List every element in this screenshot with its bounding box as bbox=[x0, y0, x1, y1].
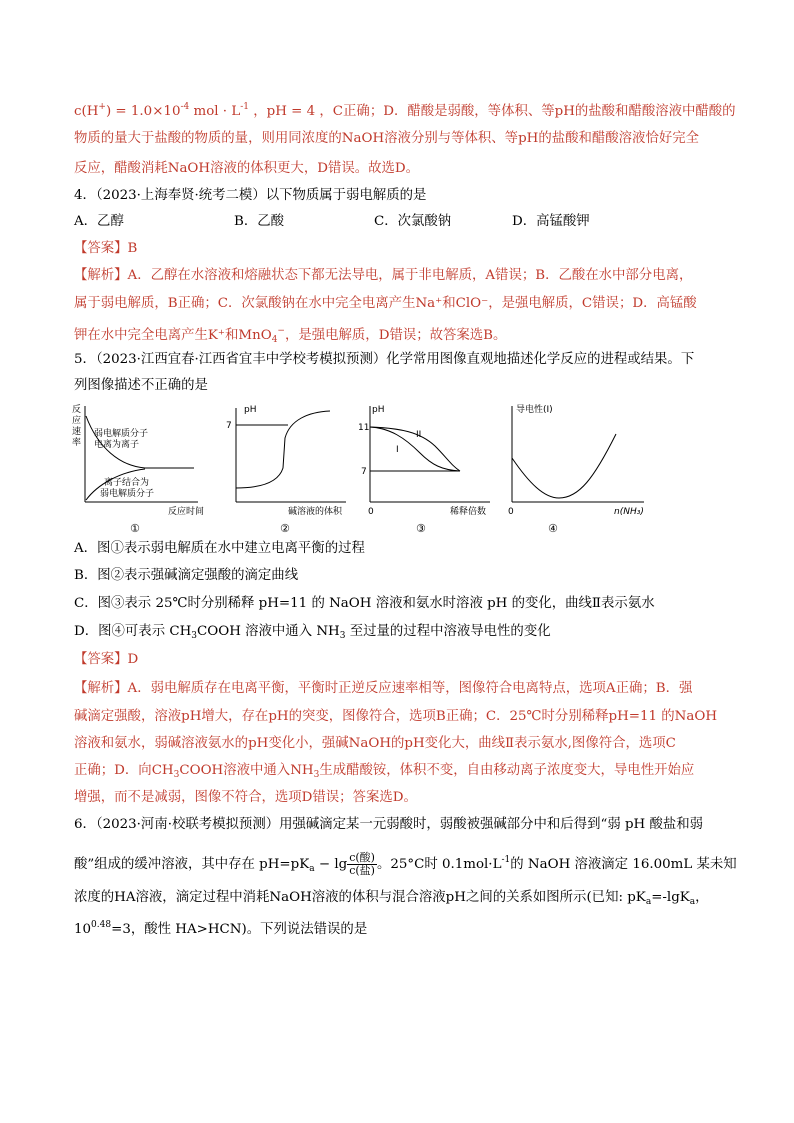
q4-options bbox=[74, 209, 724, 234]
fig3-ylabel: pH bbox=[372, 405, 385, 415]
q4-exp-line2: 属于弱电解质，B正确；C．次氯酸钠在水中完全电离产生Na⁺和ClO⁻，是强电解质，C错误；D．高锰酸 bbox=[74, 296, 697, 311]
fig3-label-2: II bbox=[416, 430, 422, 440]
fig4-number: ④ bbox=[548, 522, 558, 535]
fig1-label-top-1: 弱电解质分子 bbox=[94, 429, 149, 439]
q5-option-c: C．图③表示 25℃时分别稀释 pH=11 的 NaOH 溶液和氨水时溶液 pH 的变化，曲线Ⅱ表示氨水 bbox=[74, 596, 655, 611]
fig1-ylabel-3: 速 bbox=[72, 427, 82, 437]
fig4-conductivity-curve bbox=[512, 434, 616, 498]
fig1-ylabel-1: 反 bbox=[72, 405, 82, 415]
fig1-xlabel: 反应时间 bbox=[168, 507, 205, 517]
fig3-number: ③ bbox=[416, 522, 426, 535]
q5-exp-line5: 增强，而不是减弱，图像不符合，选项D错误；答案选D。 bbox=[74, 790, 417, 805]
fig3-zero: 0 bbox=[368, 507, 374, 517]
fig2-tick-7: 7 bbox=[226, 421, 232, 431]
q4-exp-line1: 【解析】A．乙醇在水溶液和熔融状态下都无法导电，属于非电解质，A错误；B．乙酸在水中部分电离， bbox=[74, 268, 693, 283]
fig3-tick-7: 7 bbox=[361, 467, 367, 477]
fig2-xlabel: 碱溶液的体积 bbox=[288, 507, 343, 517]
q5-option-b: B．图②表示强碱滴定强酸的滴定曲线 bbox=[74, 568, 299, 583]
fig2-number: ② bbox=[280, 522, 290, 535]
fig3-xlabel: 稀释倍数 bbox=[450, 507, 487, 517]
q3-line3: 反应，醋酸消耗NaOH溶液的体积更大，D错误。故选D。 bbox=[74, 161, 420, 176]
q5-exp-line4: 正确；D．向$CH_3COOH$溶液中通入$NH_3$生成醋酸铵，体积不变，自由移动离子浓度变大，导电性开始应 bbox=[74, 763, 695, 780]
q4-option-b: B．乙酸 bbox=[234, 214, 285, 229]
q3-line1: $c(H^+) = 1.0\times 10^{-4}$ mol · $L^{-1}$ ，pH = 4 ，C正确；D．醋酸是弱酸，等体积、等pH的盐酸和醋酸溶液中醋酸的 bbox=[74, 102, 736, 119]
q5-exp-line3: 溶液和氨水，弱碱溶液氨水的pH变化小，强碱NaOH的pH变化大，曲线Ⅱ表示氨水,图像符合，选项C bbox=[74, 736, 676, 751]
q5-answer: 【答案】D bbox=[74, 652, 139, 667]
fig3-label-1: I bbox=[396, 445, 399, 455]
figure-3 bbox=[350, 398, 500, 538]
q3-line2: 物质的量大于盐酸的物质的量，则用同浓度的NaOH溶液分别与等体积、等pH的盐酸和醋酸溶液恰好完全 bbox=[74, 131, 700, 146]
fig1-label-top-2: 电离为离子 bbox=[94, 440, 140, 450]
q5-stem-line2: 列图像描述不正确的是 bbox=[74, 378, 208, 393]
fig4-ylabel: 导电性(I) bbox=[516, 405, 553, 415]
q6-line4: $10^{0.48}=3$，酸性 HA>HCN)。下列说法错误的是 bbox=[74, 920, 368, 937]
fig1-ylabel-2: 应 bbox=[72, 416, 82, 426]
q5-exp-line2: 碱滴定强酸，溶液pH增大，存在pH的突变，图像符合，选项B正确；C．25℃时分别稀释pH=11 的NaOH bbox=[74, 709, 718, 724]
q6-fraction: $\frac{\text{c(酸)}}{\text{c(盐)}}$ bbox=[349, 851, 375, 877]
fig4-xlabel: n(NH₃) bbox=[614, 507, 644, 517]
q6-line3: 浓度的HA溶液，滴定过程中消耗NaOH溶液的体积与混合溶液pH之间的关系如图所示(已知: $pK_a=-\lg K_a$， bbox=[74, 890, 709, 907]
fig3-curve-2 bbox=[370, 427, 460, 471]
q4-option-a: A．乙醇 bbox=[74, 214, 124, 229]
q5-option-a: A．图①表示弱电解质在水中建立电离平衡的过程 bbox=[74, 541, 365, 556]
q5-option-d: D．图④可表示 $CH_3COOH$ 溶液中通入 $NH_3$ 至过量的过程中溶液导电性的变化 bbox=[74, 624, 551, 641]
fig1-label-bot-2: 弱电解质分子 bbox=[100, 489, 155, 499]
q4-stem: 4．（2023·上海奉贤·统考二模）以下物质属于弱电解质的是 bbox=[74, 188, 427, 203]
fig1-number: ① bbox=[130, 522, 140, 535]
fig2-ylabel: pH bbox=[244, 405, 257, 415]
q6-line1: 6．（2023·河南·校联考模拟预测）用强碱滴定某一元弱酸时，弱酸被强碱部分中和后得到“弱 pH 酸盐和弱 bbox=[74, 817, 704, 832]
q5-stem-line1: 5．（2023·江西宜春·江西省宜丰中学校考模拟预测）化学常用图像直观地描述化学反应的进程或结果。下 bbox=[74, 352, 695, 367]
q6-line2: 酸”组成的缓冲溶液，其中存在 $pH=pK_a - \lg$ $\frac{\text{c(酸)}}{\text{c(盐)}}$ 。25°C时 $0.1mol\cdot L^{-1}$的 NaOH 溶液滴定 16.00mL 某未知 bbox=[74, 851, 737, 877]
fig1-label-bot-1: 离子结合为 bbox=[104, 478, 150, 488]
q4-exp-line3: 钾在水中完全电离产生K⁺和MnO$_4$−，是强电解质，D错误；故答案选B。 bbox=[74, 326, 507, 345]
figure-1 bbox=[70, 398, 205, 538]
q4-option-d: D．高锰酸钾 bbox=[512, 214, 590, 229]
fig3-tick-11: 11 bbox=[358, 423, 370, 433]
q4-answer: 【答案】B bbox=[74, 241, 138, 256]
fig1-ylabel-4: 率 bbox=[72, 438, 82, 448]
fig4-zero: 0 bbox=[508, 507, 514, 517]
figure-2 bbox=[218, 398, 348, 538]
figure-4 bbox=[504, 398, 654, 538]
fig2-titration-curve bbox=[236, 411, 330, 488]
q4-option-c: C．次氯酸钠 bbox=[374, 214, 452, 229]
q5-exp-line1: 【解析】A．弱电解质存在电离平衡，平衡时正逆反应速率相等，图像符合电离特点，选项A正确；B．强 bbox=[74, 681, 693, 696]
